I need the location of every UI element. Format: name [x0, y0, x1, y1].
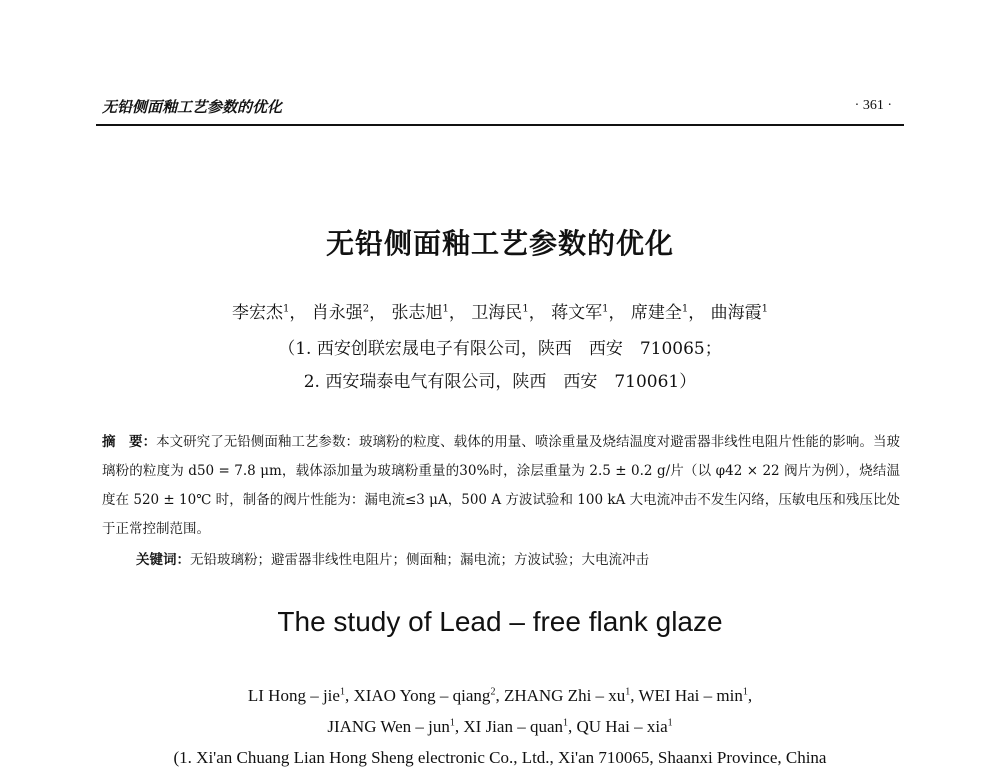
author: XI Jian – quan$^1$, — [463, 717, 573, 736]
author: 李宏杰$^1$， — [231, 303, 307, 323]
keywords — [136, 548, 896, 568]
running-header — [96, 96, 904, 126]
running-title: 无铅侧面釉工艺参数的优化 — [102, 98, 283, 116]
author: ZHANG Zhi – $xu^1$, — [503, 686, 635, 705]
affiliation-english: (1. Xi'an Chuang Lian Hong Sheng electronic Co., Ltd., Xi'an 710065, Shaanxi Province, China — [173, 748, 827, 767]
author: 蒋文军$^1$， — [551, 303, 626, 323]
author: 肖永强$^2$， — [311, 303, 387, 323]
abstract-text: 本文研究了无铅侧面釉工艺参数：玻璃粉的粒度、载体的用量、喷涂重量及烧结温度对避雷器非线性电阻片性能的影响。当玻璃粉的粒度为 d50 = 7.8 μm，载体添加量为玻璃粉重量的30%时，涂层重量为 2.5 ± 0.2 g/片（以 φ42 × 22 阀片为例），烧结温度在 520 ± 10℃ 时，制备的阀片性能为：漏电流≤3 μA，500 A 方波试验和 100 kA 大电流冲击不发生闪络，压敏电压和残压比处于正常控制范围。 — [102, 434, 901, 537]
author: 曲海霞$^1$ — [710, 303, 769, 323]
author: WEI Hai – $\min^1$, — [638, 686, 753, 705]
author: JIANG Wen – jun$^1$, — [327, 717, 460, 736]
abstract — [102, 428, 900, 544]
author: QU Hai – xia$^1$ — [576, 717, 673, 736]
author: XIAO Yong – qiang$^2$, — [353, 686, 504, 705]
author-list-english-line-1 — [0, 686, 1000, 706]
page-number: · 361 · — [854, 98, 892, 113]
affiliation-chinese-line-1: （1. 西安创联宏晟电子有限公司，陕西 西安 710065； — [278, 339, 722, 359]
author-list-chinese — [0, 298, 1000, 323]
keywords-text: 无铅玻璃粉；避雷器非线性电阻片；侧面釉；漏电流；方波试验；大电流冲击 — [190, 552, 649, 568]
author: 张志旭$^1$， — [391, 303, 466, 323]
paper-title-english: The study of Lead – free flank glaze — [277, 606, 723, 637]
author: 席建全$^1$， — [630, 303, 706, 323]
paper-title-chinese: 无铅侧面釉工艺参数的优化 — [325, 227, 674, 260]
keywords-label: 关键词： — [136, 552, 190, 568]
abstract-label: 摘 要： — [102, 434, 157, 450]
author: 卫海民$^1$， — [471, 303, 546, 323]
author: LI Hong – jie$^1$, — [247, 686, 350, 705]
affiliation-chinese-line-2: 2. 西安瑞泰电气有限公司，陕西 西安 710061） — [303, 372, 697, 392]
author-list-english-line-2 — [0, 717, 1000, 737]
